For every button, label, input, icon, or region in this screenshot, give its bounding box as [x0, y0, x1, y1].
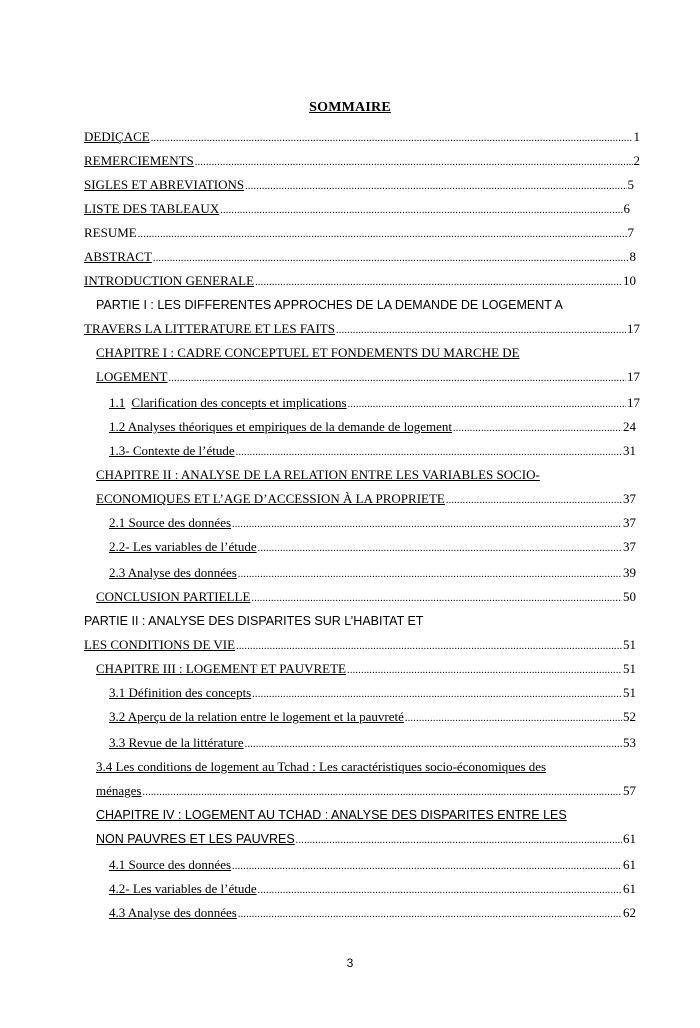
dot-leader [138, 227, 627, 243]
toc-entry-chapitre-2[interactable] [96, 467, 636, 485]
toc-entry-text: LES CONDITIONS DE VIE [84, 637, 236, 652]
toc-entry-3-4-cont[interactable] [96, 783, 636, 801]
toc-entry-text: LOGEMENT [96, 369, 168, 384]
toc-entry-text: CHAPITRE I : CADRE CONCEPTUEL ET FONDEMENTS DU MARCHE DE [96, 345, 520, 360]
toc-entry-chapitre-3[interactable] [96, 661, 636, 679]
toc-entry-chapitre-4[interactable] [96, 807, 636, 825]
toc-entry-text: PARTIE II : ANALYSE DES DISPARITES SUR L’HABITAT ET [84, 614, 424, 628]
toc-page-number: 61 [623, 881, 636, 896]
toc-page-number: 1 [633, 129, 640, 144]
dot-leader [252, 687, 622, 703]
toc-page-number: 39 [623, 565, 636, 580]
toc-entry-text: LISTE DES TABLEAUX [84, 201, 220, 216]
toc-page-number: 2 [633, 153, 640, 168]
toc-page-number: 8 [629, 249, 636, 264]
dot-leader [232, 517, 622, 533]
dot-leader [258, 883, 622, 899]
toc-page-number: 6 [623, 201, 630, 216]
toc-entry-chapitre-2-cont[interactable] [96, 491, 636, 509]
toc-entry-3-2[interactable] [109, 709, 636, 727]
page-number: 3 [346, 956, 354, 970]
toc-entry-text: 3.2 Aperçu de la relation entre le logement et la pauvreté [109, 709, 404, 724]
toc-entry-1-2[interactable] [109, 419, 636, 437]
toc-entry-text: 3.1 Définition des concepts [109, 685, 252, 700]
toc-page-number: 51 [623, 685, 636, 700]
dot-leader [245, 737, 622, 753]
toc-page-number: 50 [623, 589, 636, 604]
toc-page-number: 10 [623, 273, 636, 288]
dot-leader [236, 445, 622, 461]
dot-leader [169, 371, 627, 387]
toc-title: SOMMAIRE [309, 100, 391, 115]
toc-entry-2-3[interactable] [109, 565, 636, 583]
dot-leader [405, 711, 622, 727]
toc-entry-1-3[interactable] [109, 443, 636, 461]
toc-entry-2-1[interactable] [109, 515, 636, 533]
dot-leader [245, 179, 626, 195]
toc-entry-3-4[interactable] [96, 759, 636, 777]
dot-leader [236, 639, 622, 655]
dot-leader [453, 421, 622, 437]
toc-page-number: 61 [623, 831, 636, 846]
toc-entry-text: SIGLES ET ABREVIATIONS [84, 177, 245, 192]
dot-leader [195, 155, 633, 171]
toc-entry-liste-tableaux[interactable] [84, 201, 630, 219]
dot-leader [151, 131, 633, 147]
toc-entry-text: ménages [96, 783, 142, 798]
toc-entry-text: 2.2- Les variables de l’étude [109, 539, 257, 554]
toc-entry-text: TRAVERS LA LITTERATURE ET LES FAITS [84, 321, 335, 336]
toc-entry-resume[interactable] [84, 225, 634, 243]
toc-page-number: 52 [623, 709, 636, 724]
toc-page-number: 37 [623, 491, 636, 506]
toc-entry-text: 1.3- Contexte de l’étude [109, 443, 235, 458]
dot-leader [251, 591, 622, 607]
dot-leader [446, 493, 622, 509]
toc-page-number: 7 [627, 225, 634, 240]
toc-page-number: 17 [627, 369, 640, 384]
toc-page-number: 17 [627, 395, 640, 410]
toc-entry-text: 2.3 Analyse des données [109, 565, 237, 580]
toc-entry-text: 4.2- Les variables de l’étude [109, 881, 257, 896]
toc-entry-1-1[interactable] [109, 395, 640, 413]
toc-entry-2-2[interactable] [109, 539, 636, 557]
toc-entry-4-1[interactable] [109, 857, 636, 875]
toc-page-number: 37 [623, 539, 636, 554]
toc-entry-text: RESUME [84, 225, 137, 240]
toc-entry-text: REMERCIEMENTS [84, 153, 194, 168]
toc-entry-sigles[interactable] [84, 177, 634, 195]
toc-page-number: 53 [623, 735, 636, 750]
dot-leader [296, 833, 622, 849]
toc-entry-chapitre-1-cont[interactable] [96, 369, 640, 387]
toc-entry-text: ECONOMIQUES ET L’AGE D’ACCESSION À LA PROPRIETE [96, 491, 445, 506]
toc-page-number: 62 [623, 905, 636, 920]
toc-entry-text: PARTIE I : LES DIFFERENTES APPROCHES DE LA DEMANDE DE LOGEMENT A [96, 298, 563, 312]
dot-leader [238, 907, 622, 923]
toc-page-number: 31 [623, 443, 636, 458]
dot-leader [220, 203, 622, 219]
toc-entry-text: CHAPITRE II : ANALYSE DE LA RELATION ENTRE LES VARIABLES SOCIO- [96, 467, 540, 482]
toc-entry-4-2[interactable] [109, 881, 636, 899]
dot-leader [347, 663, 622, 679]
toc-entry-3-1[interactable] [109, 685, 636, 703]
toc-entry-remerciements[interactable] [84, 153, 640, 171]
dot-leader [255, 275, 622, 291]
toc-page-number: 5 [627, 177, 634, 192]
toc-entry-chapitre-4-cont[interactable] [96, 831, 636, 849]
toc-entry-text: INTRODUCTION GENERALE [84, 273, 255, 288]
dot-leader [348, 397, 626, 413]
toc-entry-text: CHAPITRE IV : LOGEMENT AU TCHAD : ANALYSE DES DISPARITES ENTRE LES [96, 808, 567, 822]
toc-entry-text: 3.3 Revue de la littérature [109, 735, 244, 750]
toc-entry-partie-1-cont[interactable] [84, 321, 640, 339]
dot-leader [142, 785, 622, 801]
toc-page-number: 51 [623, 661, 636, 676]
toc-page-number: 57 [623, 783, 636, 798]
toc-page-number: 24 [623, 419, 636, 434]
toc-entry-chapitre-1[interactable] [96, 345, 636, 363]
toc-entry-dedicace[interactable] [84, 129, 640, 147]
toc-entry-partie-2[interactable] [84, 613, 636, 631]
dot-leader [336, 323, 626, 339]
toc-entry-text: DEDIÇACE [84, 129, 150, 144]
toc-entry-text: NON PAUVRES ET LES PAUVRES [96, 832, 295, 846]
toc-entry-text: 4.1 Source des données [109, 857, 232, 872]
toc-page-number: 51 [623, 637, 636, 652]
toc-entry-text: 1.2 Analyses théoriques et empiriques de la demande de logement [109, 419, 452, 434]
toc-entry-partie-2-cont[interactable] [84, 637, 636, 655]
toc-entry-text: CONCLUSION PARTIELLE [96, 589, 251, 604]
toc-entry-3-3[interactable] [109, 735, 636, 753]
toc-entry-text: CHAPITRE III : LOGEMENT ET PAUVRETE [96, 661, 347, 676]
dot-leader [258, 541, 622, 557]
toc-page-number: 17 [627, 321, 640, 336]
toc-page-number: 61 [623, 857, 636, 872]
dot-leader [232, 859, 622, 875]
toc-entry-text: ABSTRACT [84, 249, 152, 264]
toc-page-number: 37 [623, 515, 636, 530]
toc-entry-text: 2.1 Source des données [109, 515, 232, 530]
toc-entry-abstract[interactable] [84, 249, 636, 267]
toc-entry-number: 1.1 [109, 395, 126, 410]
toc-entry-introduction[interactable] [84, 273, 636, 291]
toc-entry-text: Clarification des concepts et implications [131, 395, 347, 410]
toc-entry-text: 3.4 Les conditions de logement au Tchad : Les caractéristiques socio-économiques des [96, 759, 547, 774]
dot-leader [153, 251, 629, 267]
toc-entry-text: 4.3 Analyse des données [109, 905, 237, 920]
toc-entry-4-3[interactable] [109, 905, 636, 923]
toc-entry-partie-1[interactable] [96, 297, 636, 315]
dot-leader [238, 567, 622, 583]
toc-entry-conclusion-partielle[interactable] [96, 589, 636, 607]
